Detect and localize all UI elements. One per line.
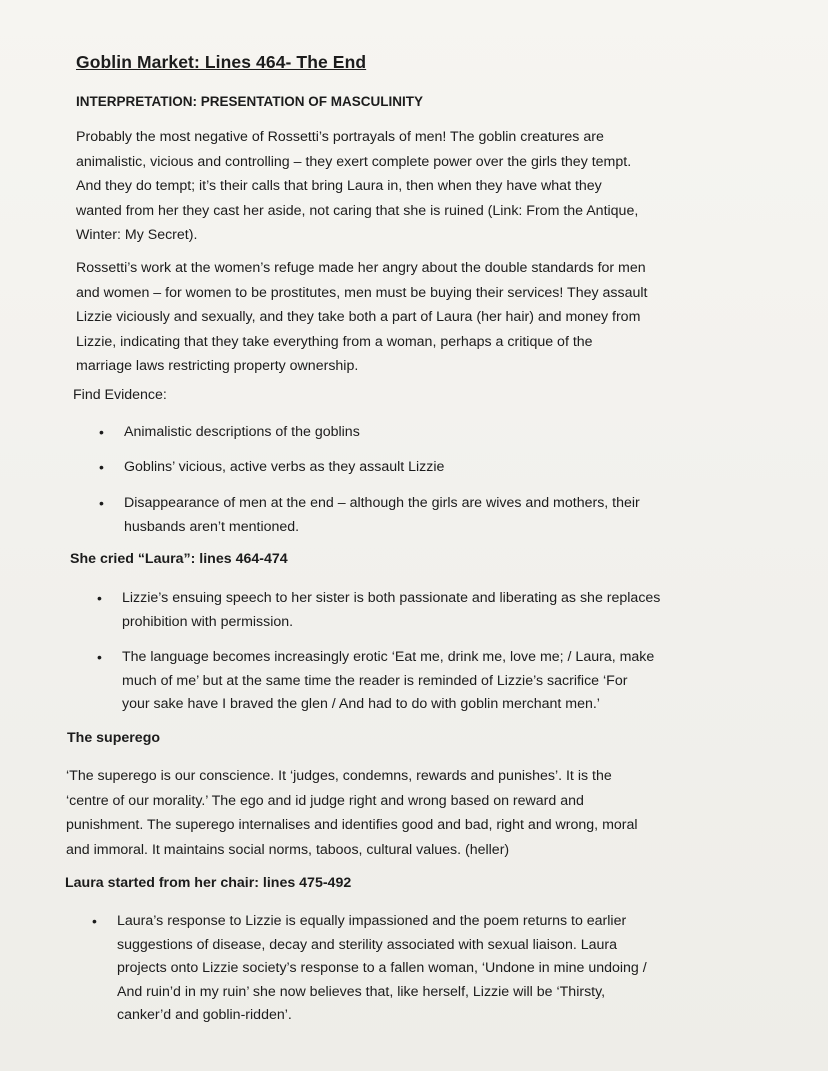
list-item: • Lizzie’s ensuing speech to her sister is both passionate and liberating as she replaces prohibition with permission. [122, 587, 660, 634]
paragraph-line: ‘The superego is our conscience. It ‘judges, condemns, rewards and punishes’. It is the [66, 768, 612, 784]
list-item: • Disappearance of men at the end – although the girls are wives and mothers, their husbands aren’t mentioned. [124, 492, 640, 539]
paragraph-line: ‘centre of our morality.’ The ego and id judge right and wrong based on reward and [66, 792, 584, 809]
find-evidence-label: Find Evidence: [73, 387, 167, 403]
paragraph-line: and immoral. It maintains social norms, taboos, cultural values. (heller) [66, 841, 510, 858]
list-item: • Goblins’ vicious, active verbs as they assault Lizzie [124, 456, 444, 480]
bullet-icon: • [99, 495, 104, 511]
paragraph-line: wanted from her they cast her aside, not caring that she is ruined (Link: From the Antique, [76, 202, 639, 219]
bullet-icon: • [99, 424, 104, 440]
paragraph-line: Lizzie, indicating that they take everything from a woman, perhaps a critique of the [76, 333, 593, 350]
bullet-icon: • [97, 649, 102, 665]
superego-paragraph [66, 764, 638, 862]
bullet-icon: • [92, 913, 97, 929]
paragraph-line: Lizzie viciously and sexually, and they take both a part of Laura (her hair) and money from [76, 309, 641, 325]
paragraph-line: Winter: My Secret). [76, 227, 198, 243]
paragraph-line: marriage laws restricting property ownership. [76, 358, 359, 374]
list-item: • The language becomes increasingly erotic ‘Eat me, drink me, love me; / Laura, make much of me’ but at the same time the reader is reminded of Lizzie’s sacrifice ‘For your sake have I braved the glen / And had to do with goblin merchant men.’ [122, 646, 654, 717]
section-heading-superego: The superego [67, 730, 161, 746]
section-heading-interpretation: INTERPRETATION: PRESENTATION OF MASCULINITY [76, 94, 423, 109]
bullet-icon: • [97, 590, 102, 606]
section-heading-laura-cried: She cried “Laura”: lines 464-474 [70, 551, 288, 567]
paragraph-line: animalistic, vicious and controlling – they exert complete power over the girls they tempt. [76, 153, 632, 170]
intro-paragraph [76, 125, 638, 248]
bullet-icon: • [99, 459, 104, 475]
paragraph-line: Rossetti’s work at the women’s refuge made her angry about the double standards for men [76, 260, 646, 276]
section-heading-laura-started: Laura started from her chair: lines 475-492 [65, 875, 352, 891]
context-paragraph [76, 256, 647, 379]
page-title: Goblin Market: Lines 464- The End [76, 52, 367, 72]
list-item: • Laura’s response to Lizzie is equally impassioned and the poem returns to earlier suggestions of disease, decay and sterility associated with sexual liaison. Laura projects onto Lizzie society’s response to a fallen woman, ‘Undone in mine undoing / And ruin’d in my ruin’ she now believes that, like herself, Lizzie will be ‘Thirsty, canker’d and goblin-ridden’. [117, 910, 647, 1028]
list-item: • Animalistic descriptions of the goblins [124, 421, 360, 445]
paragraph-line: Probably the most negative of Rossetti’s portrayals of men! The goblin creatures are [76, 129, 604, 145]
paragraph-line: And they do tempt; it’s their calls that bring Laura in, then when they have what they [76, 178, 602, 194]
paragraph-line: and women – for women to be prostitutes, men must be buying their services! They assault [76, 284, 648, 301]
paragraph-line: punishment. The superego internalises and identifies good and bad, right and wrong, moral [66, 817, 638, 833]
